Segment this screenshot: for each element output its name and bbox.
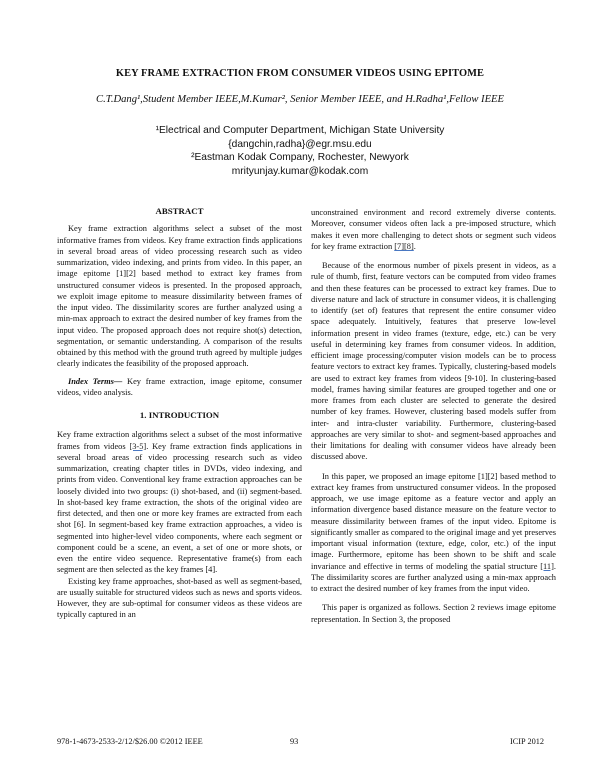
- index-terms-label: Index Terms—: [68, 376, 123, 386]
- footer-isbn: 978-1-4673-2533-2/12/$26.00 ©2012 IEEE: [57, 737, 203, 746]
- intro-p1-text-b: . Key frame extraction finds applications in several broad areas of video processing research such as video summarization, creating chapter titles in DVDs, video indexing, and prints from video. Conventional key frame extraction approaches can be loosely divided into two groups: (i) shot-based, and (ii) segment-based. In shot-based key frame extraction, the shots of the original video are first detected, and then one or more key frames are extracted from each shot [6]. In segment-based key frame extraction approaches, a video is segmented into higher-level video components, where each segment or component could be a scene, an event, a set of one or more shots, or even the entire video sequence. Representative frame(s) from each segment are then selected as the key frames [4].: [57, 441, 302, 575]
- index-terms: [57, 376, 302, 399]
- author-line: C.T.Dang¹,Student Member IEEE,M.Kumar², Senior Member IEEE, and H.Radha¹,Fellow IEEE: [96, 94, 504, 105]
- intro-paragraph-4: Because of the enormous number of pixels present in videos, as a rule of thumb, first, feature vectors can be computed from video frames and then these features can be processed to extract key frames. Due to diverse nature and lack of structure in consumer videos, it is challenging to identify (set of) features that represent the entire consumer video space adequately. Intuitively, features that preserve low-level information present in video frames (texture, edge, etc.) can be very useful in determining key frames from consumer videos. In addition, efficient image processing/computer vision models can be to process feature vectors to extract key frames. Typically, clustering-based models are used to extract key frames from videos [9-10]. In clustering-based model, frames having similar features are grouped together and one or more frames from each cluster are selected to generate the desired number of key frames. However, clustering based models suffer from inter- and intra-cluster variability. Furthermore, clustering-based approaches are very similar to shot- and segment-based approaches and their limitations for dealing with consumer videos have already been discussed above.: [311, 261, 556, 462]
- affiliation-msu: ¹Electrical and Computer Department, Michigan State University: [155, 125, 445, 136]
- affiliation-msu-email: {dangchin,radha}@egr.msu.edu: [228, 138, 372, 150]
- intro-paragraph-3: [311, 207, 556, 252]
- intro-paragraph-5: [311, 471, 556, 595]
- index-terms-text: Key frame extraction, image epitome, consumer videos, video analysis.: [57, 376, 302, 397]
- intro-r3-text-b: . The dissimilarity scores are further analyzed using a min-max approach to extract the desired number of key frames from the input video.: [311, 561, 556, 593]
- affiliation-kodak-email: mrityunjay.kumar@kodak.com: [231, 165, 369, 177]
- intro-r3-text-a: In this paper, we proposed an image epitome [1][2] based method to extract key frames from unstructured consumer videos. In the proposed approach, we use image epitome as a feature vector and apply an information divergence based distance measure on the feature vector to measure dissimilarity between frames of the input video. Epitome is significantly smaller as compared to the original image and yet preserves important visual information (texture, edge, color, etc.) of the input image. Furthermore, epitome has been shown to be shift and scale invariance and effective in terms of modeling the spatial structure: [311, 471, 556, 571]
- abstract-heading: ABSTRACT: [155, 206, 204, 216]
- intro-paragraph-6: This paper is organized as follows. Section 2 reviews image epitome representation. In Section 3, the proposed: [311, 603, 556, 624]
- affiliation-kodak: ²Eastman Kodak Company, Rochester, Newyork: [191, 152, 409, 164]
- paper-title: KEY FRAME EXTRACTION FROM CONSUMER VIDEOS USING EPITOME: [115, 68, 485, 79]
- citation-link-7-8[interactable]: [7][8]: [394, 241, 414, 251]
- intro-paragraph-2: Existing key frame approaches, shot-based as well as segment-based, are usually suitable for structured videos such as news and sports videos. However, they are sub-optimal for consumer videos as these videos are typically captured in an: [57, 576, 302, 620]
- introduction-heading: 1. INTRODUCTION: [139, 410, 220, 420]
- footer-page-number: 93: [290, 737, 299, 746]
- right-column: [311, 207, 556, 625]
- citation-link-11[interactable]: [11]: [540, 561, 554, 571]
- intro-r1-text-b: .: [413, 241, 416, 251]
- citation-link-3-5[interactable]: [3-5]: [129, 441, 147, 451]
- intro-r1-text-a: unconstrained environment and record extremely diverse contents. Moreover, consumer videos often lack a pre-imposed structure, which makes it even more challenging to detect shots or segment such videos for key frame extraction: [311, 208, 556, 251]
- left-column: [57, 206, 302, 621]
- abstract-text: Key frame extraction algorithms select a subset of the most informative frames from videos. Key frame extraction finds applications in several broad areas of video processing research such as video summarization, video indexing, and prints from video. In this paper, an image epitome [1][2] based method to extract key frames from unstructured consumer videos is presented. In the proposed approach, we exploit image epitome to measure dissimilarity between frames of the input video. The dissimilarity scores are further analyzed using a min-max approach to extract the desired number of key frames from the input video. The proposed approach does not require shot(s) detection, segmentation, or semantic understanding. A comparison of the results obtained by this method with the ground truth agreed by multiple judges clearly indicates the feasibility of the proposed approach.: [57, 224, 302, 369]
- intro-paragraph-1: [57, 429, 302, 575]
- intro-p1-text-a: Key frame extraction algorithms select a subset of the most informative frames from videos: [57, 430, 302, 451]
- footer-venue: ICIP 2012: [510, 737, 545, 746]
- affiliations: [0, 124, 600, 178]
